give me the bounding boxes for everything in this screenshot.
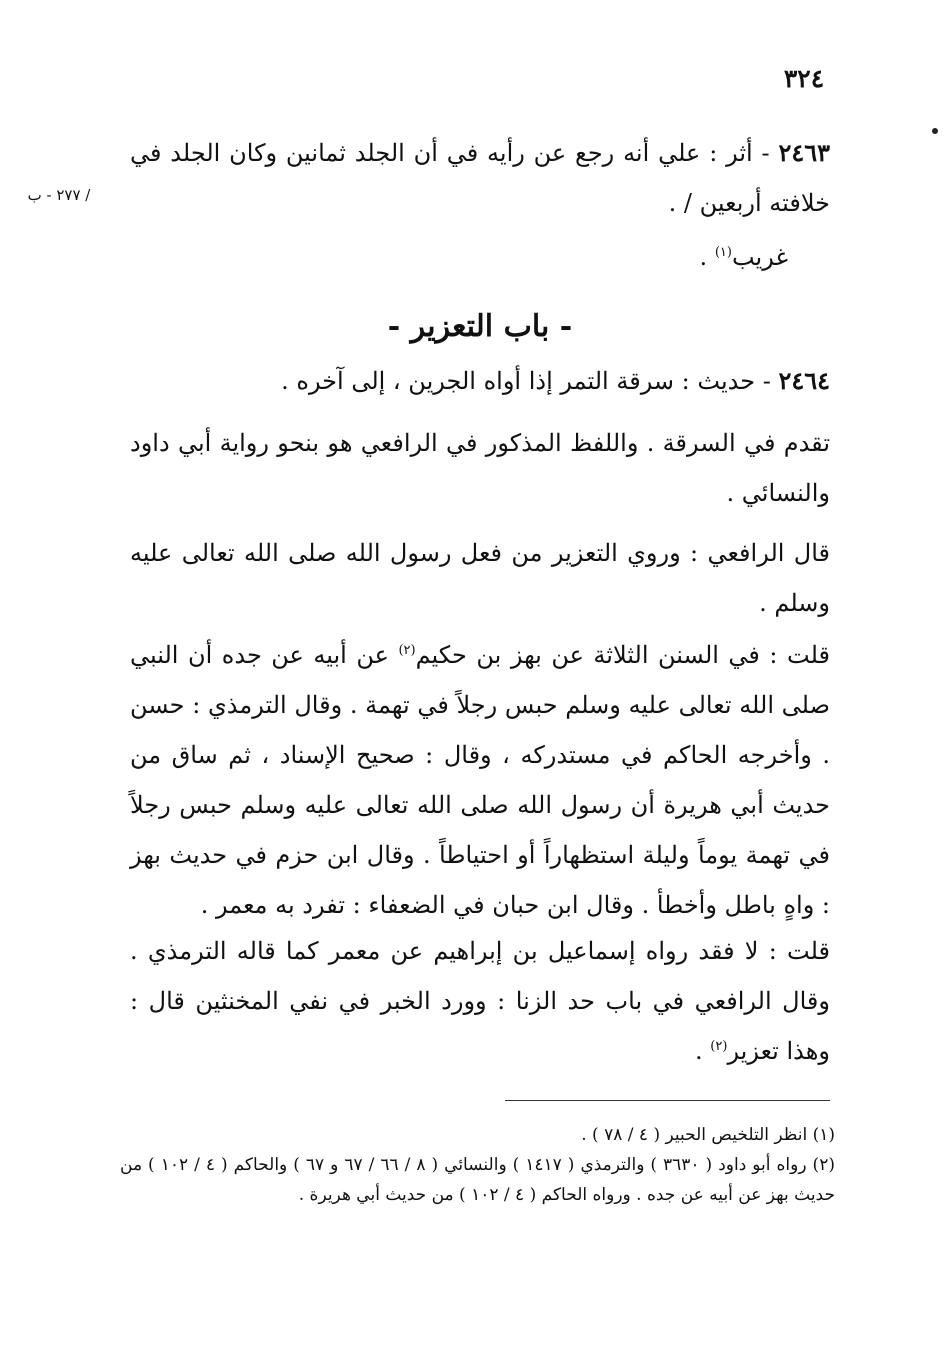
footnote-marker: (٢): [710, 1039, 728, 1054]
entry-number: ٢٤٦٤: [778, 366, 830, 395]
margin-reference: / ٢٧٧ - ب: [27, 186, 91, 204]
paragraph-text: .: [695, 1037, 711, 1065]
margin-dot: [932, 128, 938, 134]
page-number: ٣٢٤: [783, 64, 825, 93]
verdict-text: غريب: [731, 243, 788, 271]
paragraph: تقدم في السرقة . واللفظ المذكور في الرافعي هو بنحو رواية أبي داود والنسائي .: [130, 429, 830, 507]
footnotes: [120, 1120, 835, 1210]
paragraph: [130, 926, 830, 1076]
paragraph-text: قلت : في السنن الثلاثة عن بهز بن حكيم: [415, 641, 830, 669]
entry-text: - أثر : علي أنه رجع عن رأيه في أن الجلد ثمانين وكان الجلد في خلافته أربعين / .: [130, 139, 830, 217]
footnote-marker: (٢): [398, 643, 416, 658]
entry-2464: [130, 356, 830, 406]
entry-text: - حديث : سرقة التمر إذا أواه الجرين ، إلى آخره .: [281, 367, 779, 395]
paragraph-text: عن أبيه عن جده أن النبي صلى الله تعالى عليه وسلم حبس رجلاً في تهمة . وقال الترمذي : حسن . وأخرجه الحاكم في مستدركه ، وقال : صحيح الإسناد ، ثم ساق من حديث أبي هريرة أن رسول الله صلى الله تعالى عليه وسلم حبس رجلاً في تهمة يوماً وليلة استظهاراً أو احتياطاً . وقال ابن حزم في حديث بهز : واهٍ باطل وأخطأ . وقال ابن حبان في الضعفاء : تفرد به معمر .: [130, 641, 830, 919]
paragraph: [130, 630, 830, 930]
entry-2463-verdict: [130, 232, 830, 282]
paragraph: قال الرافعي : وروي التعزير من فعل رسول الله صلى الله تعالى عليه وسلم .: [130, 539, 830, 617]
entry-2463: [130, 128, 830, 228]
paragraph-text: قلت : لا فقد رواه إسماعيل بن إبراهيم عن معمر كما قاله الترمذي . وقال الرافعي في باب حد الزنا : وورد الخبر في نفي المخنثين قال : وهذا تعزير: [130, 937, 830, 1065]
footnote-2: (٢) رواه أبو داود ( ٣٦٣٠ ) والترمذي ( ١٤١٧ ) والنسائي ( ٨ / ٦٦ / ٦٧ و ٦٧ ) والحاكم ( ٤ / ١٠٢ ) من حديث بهز عن أبيه عن جده . ورواه الحاكم ( ٤ / ١٠٢ ) من حديث أبي هريرة .: [120, 1155, 835, 1205]
chapter-heading: - باب التعزير -: [387, 309, 573, 344]
footnote-1: (١) انظر التلخيص الحبير ( ٤ / ٧٨ ) .: [581, 1125, 835, 1145]
entry-number: ٢٤٦٣: [778, 138, 830, 167]
footnote-divider: [505, 1100, 830, 1101]
verdict-end: .: [699, 243, 715, 271]
footnote-marker: (١): [714, 245, 732, 260]
